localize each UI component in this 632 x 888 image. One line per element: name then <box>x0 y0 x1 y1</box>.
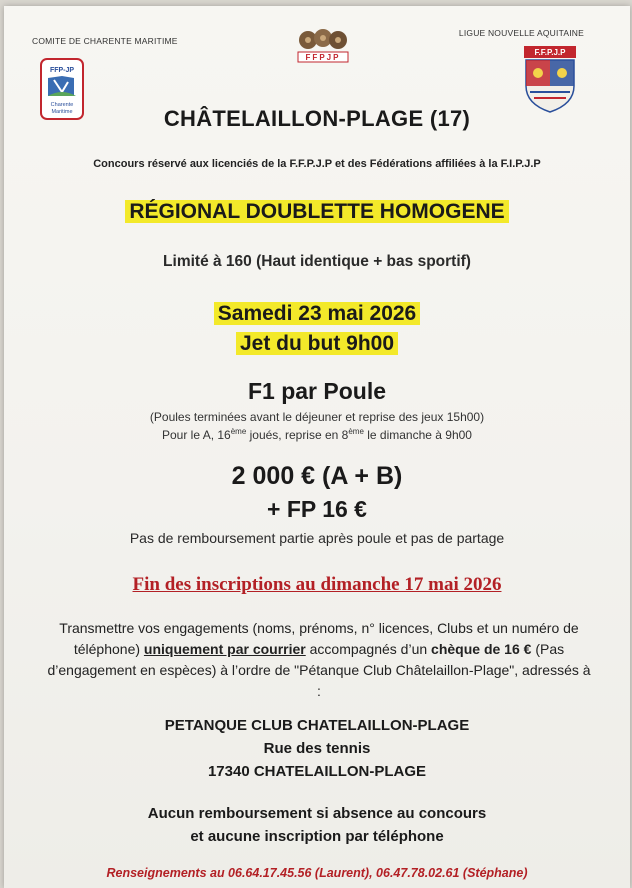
registration-deadline: Fin des inscriptions au dimanche 17 mai 2026 <box>132 574 502 595</box>
start-time <box>4 332 630 356</box>
instructions-part5: (Pas d’engagement en espèces) à l’ordre de "Pétanque Club Châtelaillon-Plage", adressés à : <box>47 641 591 699</box>
poule-a-sup2: ème <box>348 427 364 436</box>
no-refund-line-1: Aucun remboursement si absence au concours <box>147 805 487 822</box>
city-title: CHÂTELAILLON-PLAGE (17) <box>163 106 471 131</box>
registration-instructions <box>44 618 594 702</box>
no-refund-line-2: et aucune inscription par téléphone <box>190 828 444 845</box>
address-line-1: PETANQUE CLUB CHATELAILLON-PLAGE <box>164 717 470 734</box>
event-date <box>4 302 630 326</box>
participation-fee: + FP 16 € <box>267 496 367 522</box>
ffpjp-logo <box>294 26 352 64</box>
logo-right-text: F.F.P.J.P <box>534 48 566 57</box>
postal-address <box>4 714 630 783</box>
poules-note: (Poules terminées avant le déjeuner et reprise des jeux 15h00) <box>149 410 485 424</box>
logo-left-text-3: Maritime <box>51 109 73 115</box>
flyer-sheet <box>4 6 630 888</box>
poule-a-sup1: ème <box>230 427 247 436</box>
no-refund-notice <box>4 802 630 848</box>
address-line-3: 17340 CHATELAILLON-PLAGE <box>207 763 427 780</box>
contact-info: Renseignements au 06.64.17.45.56 (Laurent), 06.47.78.02.61 (Stéphane) <box>106 866 528 880</box>
event-date-text: Samedi 23 mai 2026 <box>214 302 420 325</box>
instructions-mail-only: uniquement par courrier <box>143 641 306 657</box>
committee-name: COMITE DE CHARENTE MARITIME <box>32 36 178 46</box>
competition-title <box>4 200 630 224</box>
instructions-part3: accompagnés d’un <box>305 641 432 657</box>
team-limit: Limité à 160 (Haut identique + bas sportif) <box>163 253 471 270</box>
address-line-2: Rue des tennis <box>263 740 371 757</box>
logo-left-text-2: Charente <box>50 102 74 108</box>
instructions-part1: Transmettre vos engagements (noms, prénoms, n° licences, Clubs et un numéro de téléphone) <box>59 620 579 657</box>
logo-mid-text: FFPJP <box>305 53 341 62</box>
instructions-cheque: chèque de 16 € <box>431 641 532 657</box>
eligibility-note: Concours réservé aux licenciés de la F.F.P.J.P et des Fédérations affiliées à la F.I.P.J.P <box>93 158 541 170</box>
competition-title-text: RÉGIONAL DOUBLETTE HOMOGENE <box>125 200 508 223</box>
format-title: F1 par Poule <box>247 378 387 404</box>
ligue-logo <box>520 44 580 114</box>
ligue-name: LIGUE NOUVELLE AQUITAINE <box>458 28 584 38</box>
poule-a-note <box>4 427 630 442</box>
refund-policy: Pas de remboursement partie après poule et pas de partage <box>129 530 505 546</box>
poule-a-part1: Pour le A, 16 <box>162 428 231 442</box>
prize-amount: 2 000 € (A + B) <box>231 462 403 490</box>
start-time-text: Jet du but 9h00 <box>236 332 398 355</box>
poule-a-part3: le dimanche à 9h00 <box>363 428 472 442</box>
logo-left-text-1: FFP-JP <box>49 67 75 74</box>
poule-a-part2: joués, reprise en 8 <box>246 428 349 442</box>
